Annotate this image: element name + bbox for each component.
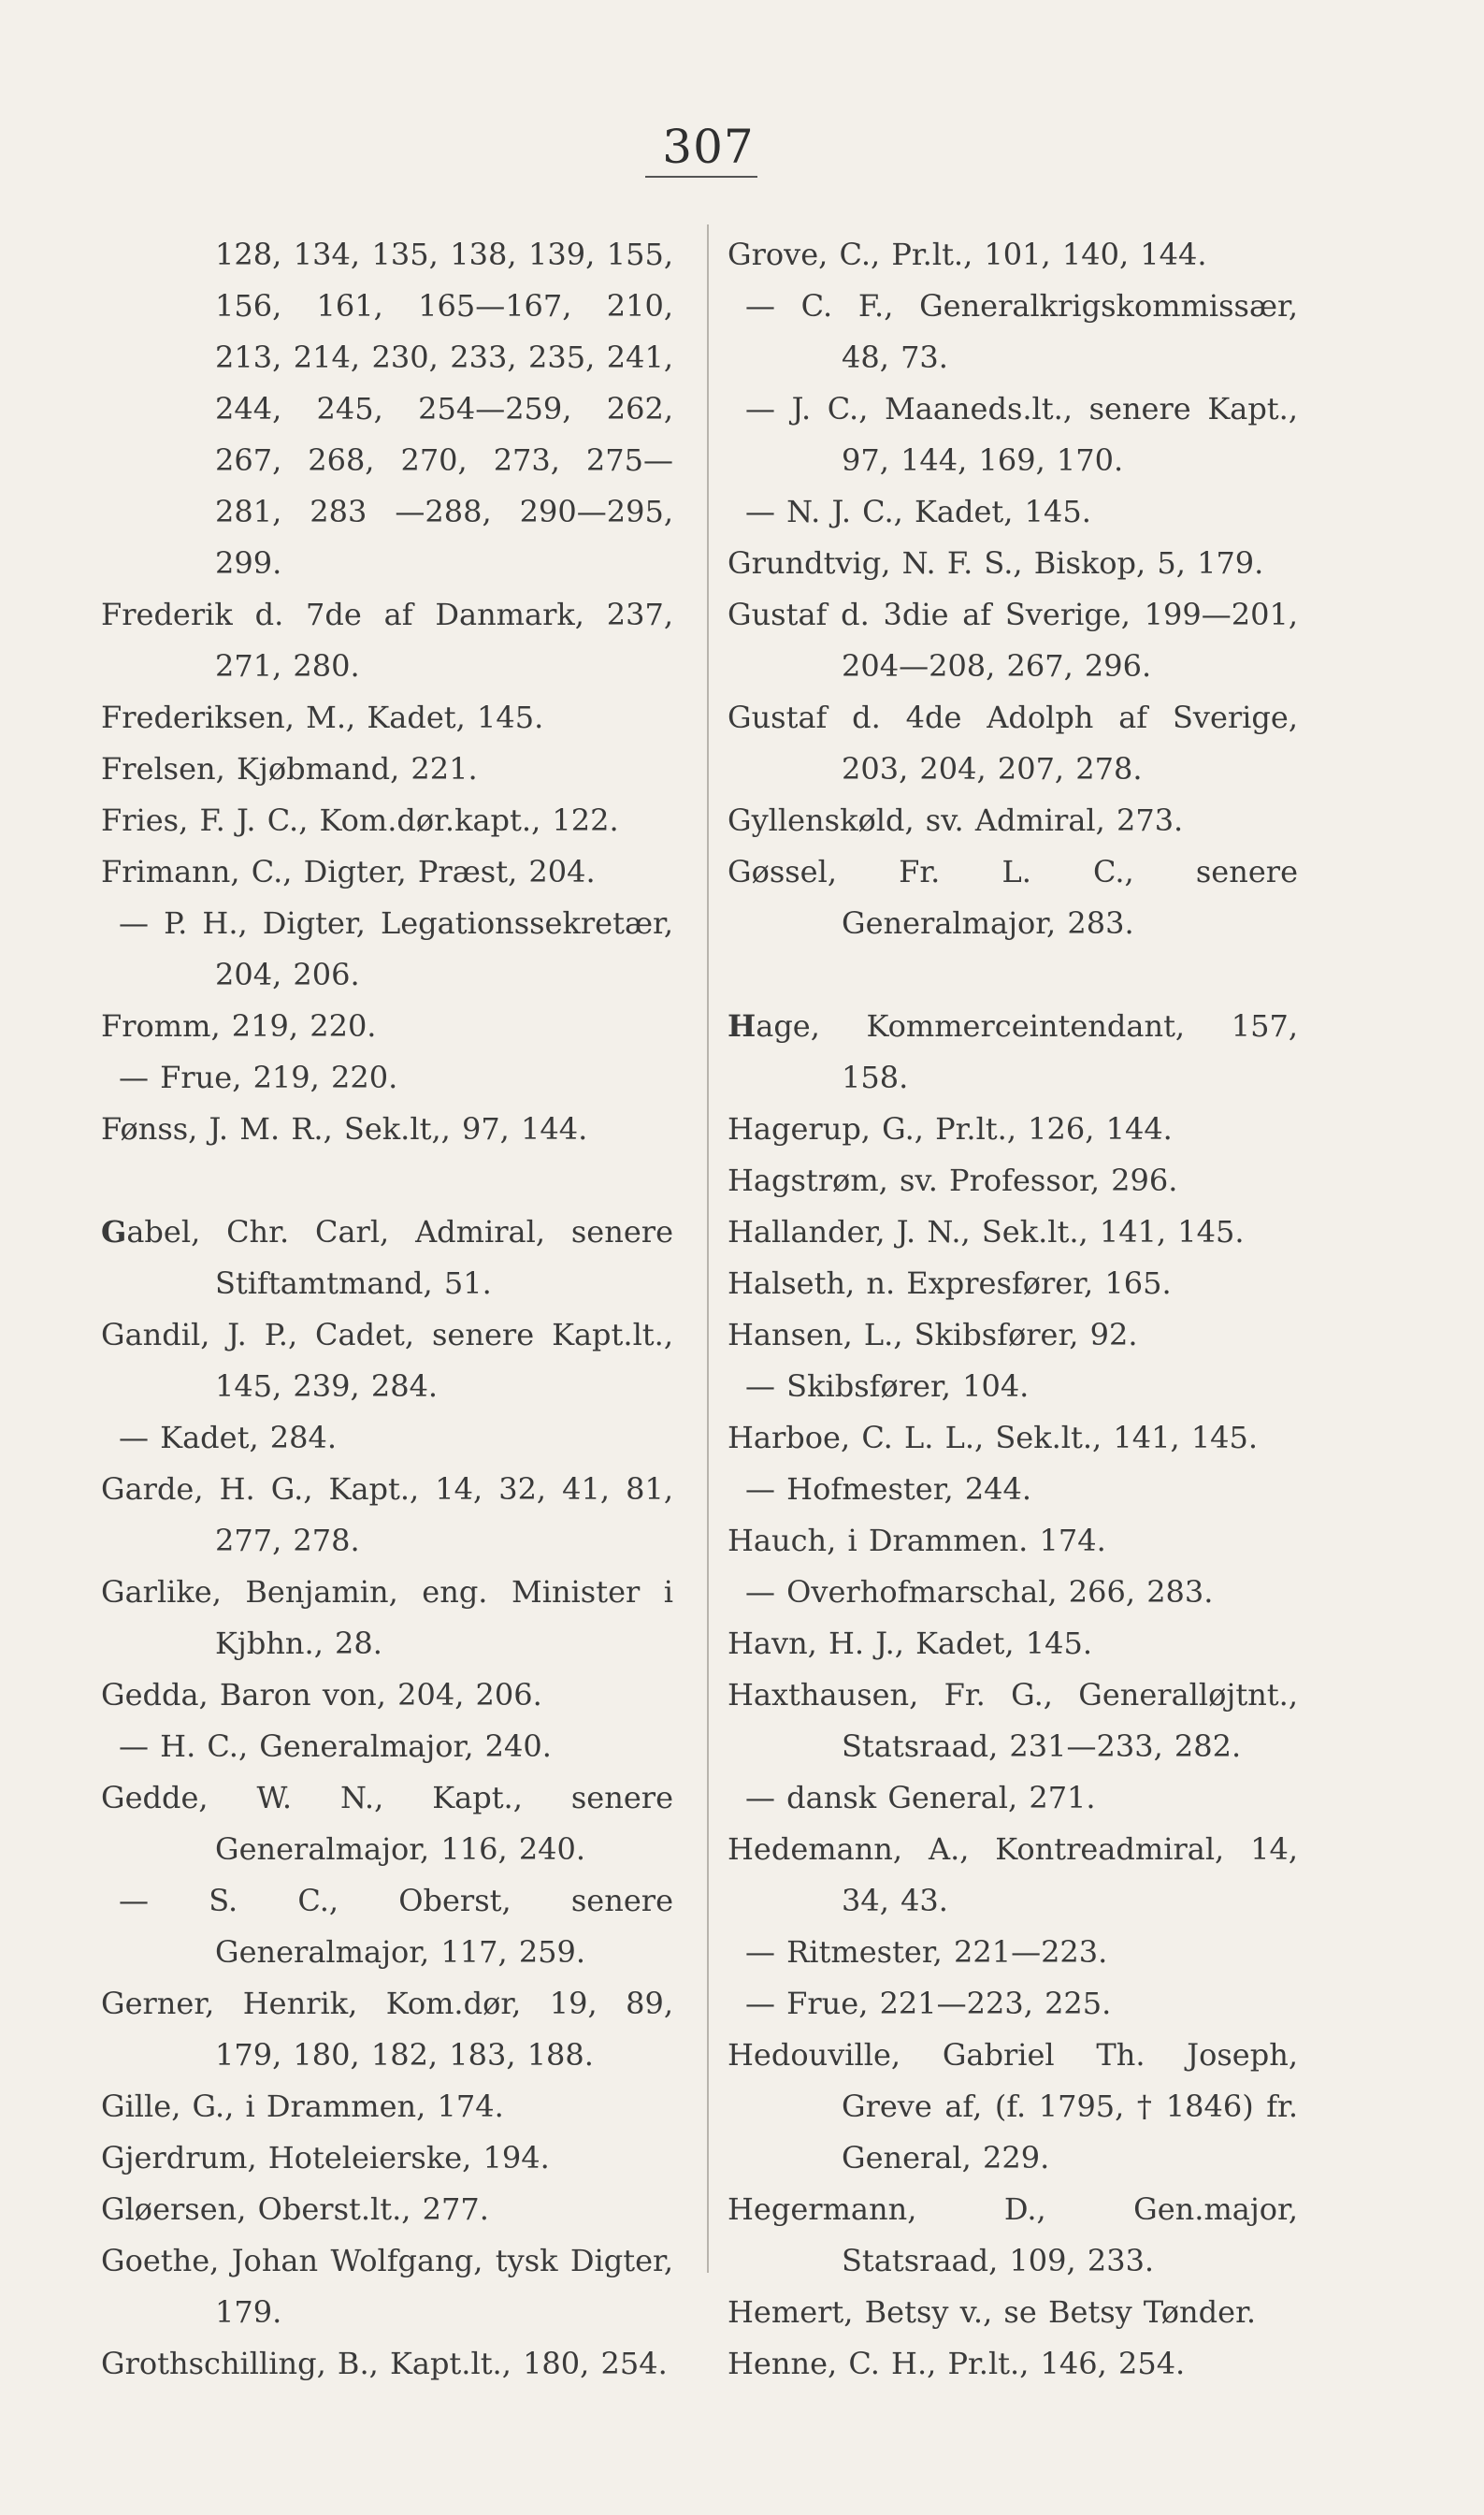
index-entry <box>728 1567 1298 1618</box>
section-initial-letter: H <box>728 1008 756 1044</box>
index-entry-text: Havn, H. J., Kadet, 145. <box>728 1626 1092 1661</box>
index-entry <box>101 1721 673 1772</box>
index-entry-text: abel, Chr. Carl, Admiral, senere Stiftamtmand, 51. <box>126 1214 673 1301</box>
index-entry-text: Gløersen, Oberst.lt., 277. <box>101 2191 489 2227</box>
index-entry-text: age, Kommerceintendant, 157, 158. <box>756 1008 1298 1095</box>
index-entry <box>101 2132 673 2184</box>
index-entry <box>101 1001 673 1052</box>
index-entry-text: Grundtvig, N. F. S., Biskop, 5, 179. <box>728 545 1264 581</box>
index-entry <box>728 2030 1298 2184</box>
index-entry <box>101 2081 673 2132</box>
index-entry <box>728 846 1298 949</box>
index-entry-text: Frimann, C., Digter, Præst, 204. <box>101 854 596 889</box>
index-entry <box>101 846 673 898</box>
index-entry <box>728 1772 1298 1824</box>
index-entry-text: Henne, C. H., Pr.lt., 146, 254. <box>728 2346 1186 2381</box>
index-entry-text: Gøssel, Fr. L. C., senere Generalmajor, 283. <box>728 854 1298 941</box>
index-entry-text: Gandil, J. P., Cadet, senere Kapt.lt., 145, 239, 284. <box>101 1317 673 1404</box>
index-entry <box>728 1361 1298 1412</box>
index-entry-text: Gustaf d. 4de Adolph af Sverige, 203, 204, 207, 278. <box>728 700 1298 787</box>
index-entry-text: — Kadet, 284. <box>119 1420 338 1455</box>
index-entry-text: Haxthausen, Fr. G., Generalløjtnt., Statsraad, 231—233, 282. <box>728 1677 1298 1764</box>
index-entry-text: — Frue, 219, 220. <box>119 1060 398 1095</box>
index-entry <box>728 1258 1298 1309</box>
index-entry <box>728 1669 1298 1772</box>
page-number-rule <box>645 176 757 178</box>
index-entry-text: — J. C., Maaneds.lt., senere Kapt., 97, 144, 169, 170. <box>745 391 1298 478</box>
index-entry <box>728 1515 1298 1567</box>
index-entry <box>728 2184 1298 2287</box>
index-entry-text: Garde, H. G., Kapt., 14, 32, 41, 81, 277, 278. <box>101 1471 673 1558</box>
index-entry-text: — Frue, 221—223, 225. <box>745 1986 1112 2021</box>
index-entry <box>728 1978 1298 2030</box>
index-column-left <box>101 229 673 2390</box>
index-entry <box>728 486 1298 538</box>
index-entry <box>728 1927 1298 1978</box>
index-entry-text: Hagerup, G., Pr.lt., 126, 144. <box>728 1111 1173 1147</box>
index-entry <box>101 1772 673 1875</box>
index-entry <box>101 1669 673 1721</box>
index-entry <box>728 1207 1298 1258</box>
index-entry <box>101 744 673 795</box>
index-entry-text: Gille, G., i Drammen, 174. <box>101 2089 504 2124</box>
index-entry-text: — P. H., Digter, Legationssekretær, 204, 206. <box>119 905 673 992</box>
index-entry-text: Garlike, Benjamin, eng. Minister i Kjbhn., 28. <box>101 1574 673 1661</box>
index-entry-text: Hallander, J. N., Sek.lt., 141, 145. <box>728 1214 1245 1250</box>
index-entry-text: — H. C., Generalmajor, 240. <box>119 1728 552 1764</box>
index-entry-text: Gustaf d. 3die af Sverige, 199—201, 204—208, 267, 296. <box>728 597 1298 684</box>
index-entry-text: — dansk General, 271. <box>745 1780 1096 1815</box>
index-entry <box>728 538 1298 589</box>
page-number: 307 <box>662 120 755 174</box>
index-entry-text: Grove, C., Pr.lt., 101, 140, 144. <box>728 237 1207 272</box>
index-entry <box>728 281 1298 383</box>
index-entry-text: — Skibsfører, 104. <box>745 1368 1030 1404</box>
index-entry-text: — N. J. C., Kadet, 145. <box>745 494 1091 529</box>
index-entry-text: Grothschilling, B., Kapt.lt., 180, 254. <box>101 2346 668 2381</box>
index-entry <box>728 1464 1298 1515</box>
index-entry <box>728 2287 1298 2338</box>
index-entry <box>728 1824 1298 1927</box>
index-entry-text: Harboe, C. L. L., Sek.lt., 141, 145. <box>728 1420 1259 1455</box>
index-entry <box>101 2338 673 2390</box>
index-entry-text: Goethe, Johan Wolfgang, tysk Digter, 179. <box>101 2243 673 2330</box>
index-entry <box>728 1309 1298 1361</box>
index-entry <box>728 1104 1298 1155</box>
index-entry <box>101 1207 673 1309</box>
index-entry-text: Hauch, i Drammen. 174. <box>728 1523 1106 1558</box>
index-entry <box>728 1155 1298 1207</box>
index-entry-text: Hegermann, D., Gen.major, Statsraad, 109, 233. <box>728 2191 1298 2278</box>
index-entry-text: Halseth, n. Expresfører, 165. <box>728 1265 1172 1301</box>
index-entry-text: — Ritmester, 221—223. <box>745 1934 1108 1970</box>
index-column-right <box>728 229 1298 2390</box>
index-entry <box>101 2235 673 2338</box>
index-entry-text: — S. C., Oberst, senere Generalmajor, 117, 259. <box>119 1883 673 1970</box>
index-entry-text: Frelsen, Kjøbmand, 221. <box>101 751 478 787</box>
index-entry <box>101 898 673 1001</box>
index-entry <box>728 229 1298 281</box>
index-entry-text: Hagstrøm, sv. Professor, 296. <box>728 1163 1178 1198</box>
index-entry <box>728 2338 1298 2390</box>
index-entry <box>101 1978 673 2081</box>
index-entry <box>728 589 1298 692</box>
index-entry <box>101 795 673 846</box>
index-entry-text: Fries, F. J. C., Kom.dør.kapt., 122. <box>101 802 619 838</box>
index-entry <box>101 1464 673 1567</box>
index-entry-text: Gedda, Baron von, 204, 206. <box>101 1677 542 1713</box>
index-entry <box>101 1875 673 1978</box>
index-entry-text: Gjerdrum, Hoteleierske, 194. <box>101 2140 550 2175</box>
index-entry-text: — C. F., Generalkrigskommissær, 48, 73. <box>745 288 1298 375</box>
index-entry-text: 128, 134, 135, 138, 139, 155, 156, 161, 165—167, 210, 213, 214, 230, 233, 235, 241, 244, 245, 254—259, 262, 267, 268, 270, 273, 275—281, 283 —288, 290—295, 299. <box>215 237 673 581</box>
index-entry-text: Gerner, Henrik, Kom.dør, 19, 89, 179, 180, 182, 183, 188. <box>101 1986 673 2073</box>
index-entry <box>728 1412 1298 1464</box>
index-entry <box>101 1567 673 1669</box>
index-entry <box>101 1052 673 1104</box>
index-entry <box>728 1001 1298 1104</box>
section-initial-letter: G <box>101 1214 127 1250</box>
index-entry <box>101 1309 673 1412</box>
index-entry-text: Hemert, Betsy v., se Betsy Tønder. <box>728 2294 1257 2330</box>
index-entry <box>101 1412 673 1464</box>
index-entry-text: Gyllenskøld, sv. Admiral, 273. <box>728 802 1184 838</box>
index-entry <box>101 589 673 692</box>
index-entry <box>728 1618 1298 1669</box>
index-entry <box>101 692 673 744</box>
index-entry-text: Fromm, 219, 220. <box>101 1008 377 1044</box>
index-entry-text: Gedde, W. N., Kapt., senere Generalmajor, 116, 240. <box>101 1780 673 1867</box>
index-entry-text: — Overhofmarschal, 266, 283. <box>745 1574 1214 1610</box>
index-entry <box>101 1104 673 1155</box>
index-entry-text: Hansen, L., Skibsfører, 92. <box>728 1317 1138 1352</box>
column-divider <box>707 224 709 2273</box>
index-entry <box>728 383 1298 486</box>
index-entry-text: Fønss, J. M. R., Sek.lt,, 97, 144. <box>101 1111 588 1147</box>
index-entry-text: — Hofmester, 244. <box>745 1471 1032 1507</box>
index-entry-text: Frederik d. 7de af Danmark, 237, 271, 280. <box>101 597 673 684</box>
index-entry-text: Hedemann, A., Kontreadmiral, 14, 34, 43. <box>728 1831 1298 1918</box>
index-entry <box>728 795 1298 846</box>
index-entry-text: Hedouville, Gabriel Th. Joseph, Greve af, (f. 1795, † 1846) fr. General, 229. <box>728 2037 1298 2175</box>
index-entry <box>101 229 673 589</box>
index-entry <box>728 692 1298 795</box>
index-entry <box>101 2184 673 2235</box>
index-entry-text: Frederiksen, M., Kadet, 145. <box>101 700 544 735</box>
